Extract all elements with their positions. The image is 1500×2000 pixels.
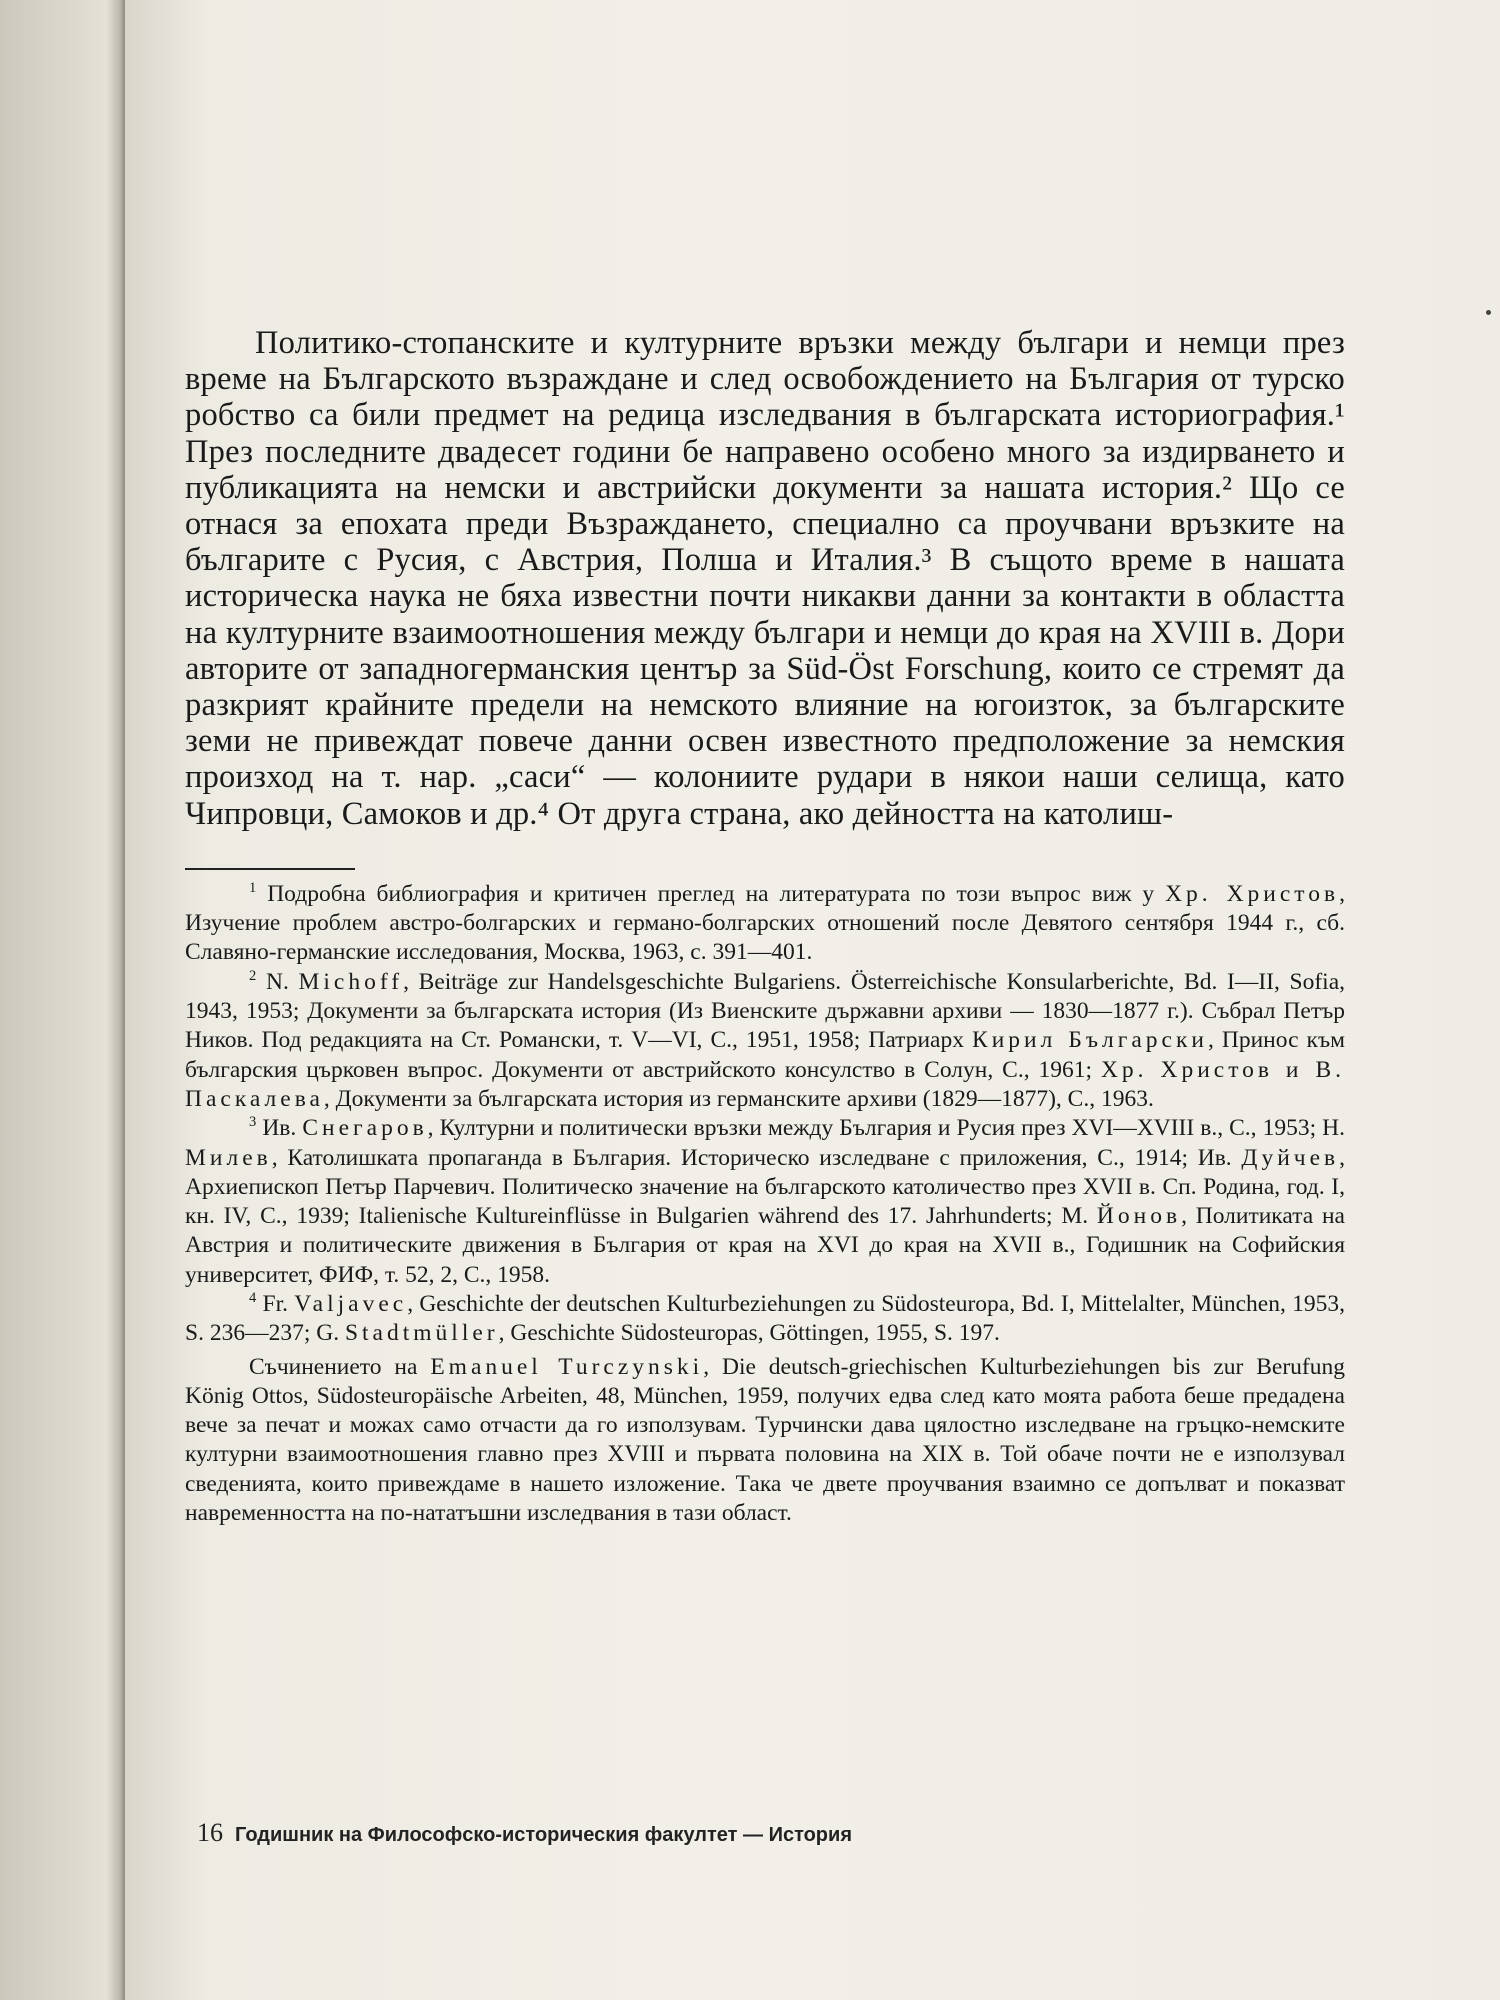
footnote-text: N. <box>265 968 299 995</box>
footnote-1 <box>185 880 1345 968</box>
footnote-mark: 3 <box>249 1114 257 1131</box>
footnote-author: Хр. Христов <box>1165 880 1340 907</box>
footnote-text: , Beiträge zur Handelsgeschichte Bulgariens. Österreichische Konsularberichte, Bd. I—II, Sofia, 1943, 1953; Документи за българската история (Из Виенските държавни архиви — 1830—1877 г.). Събрал Петър Ников. Под редакцията на Ст. Романски, т. V—VI, С., 1951, 1958; Патриарх <box>185 968 1346 1054</box>
footnote-text: Fr. <box>262 1291 295 1317</box>
footnote-text: , Културни и политически връзки между България и Русия през XVI—XVIII в., С., 1953; Н. <box>427 1115 1345 1142</box>
footnote-text: Съчинението на <box>249 1353 431 1380</box>
footnote-text: , Geschichte der deutschen Kulturbeziehungen zu Südosteuropa, Bd. I, Mittelalter, München, 1953, S. 236—237; G. <box>185 1291 1345 1347</box>
footnote-mark: 4 <box>249 1290 257 1307</box>
footnote-author: Дуйчев <box>1241 1144 1340 1171</box>
footnote-author: Хр. Христов и В. Паскалева <box>185 1056 1345 1112</box>
footnote-text: Ив. <box>262 1115 303 1142</box>
footnote-author: Michoff <box>298 968 404 995</box>
footnote-mark: 2 <box>249 967 257 984</box>
footnote-text: , Документи за българската история из германските архиви (1829—1877), С., 1963. <box>323 1085 1154 1112</box>
footnote-2 <box>185 968 1345 1114</box>
main-paragraph: Политико-стопанските и културните връзки между българи и немци през време на Българското възраждане и след освобождението на България от турско робство са били предмет на редица изследвания в българската историография.¹ През последните двадесет години бе направено особено много за издирването и публикацията на немски и австрийски документи за нашата история.² Що се отнася за епохата преди Възраждането, специално са проучвани връзките на българите с Русия, с Австрия, Полша и Италия.³ В същото време в нашата историческа наука не бяха известни почти никакви данни за контакти в областта на културните взаимоотношения между българи и немци до края на XVIII в. Дори авторите от западногерманския център за Süd-Öst Forschung, които се стремят да разкрият крайните предели на немското влияние на югоизток, за българските земи не привеждат повече данни освен известното предположение за немския произход на т. нар. „саси“ — колониите рудари в някои наши селища, като Чипровци, Самоков и др.⁴ От друга страна, ако дейността на католиш- <box>185 325 1345 832</box>
footnote-rule <box>185 868 355 870</box>
footnote-author: Снегаров <box>302 1115 428 1142</box>
footnote-text: , Архиепископ Петър Парчевич. Политическо значение на българското католичество през XVII в. Сп. Родина, год. I, кн. IV, С., 1939; Italienische Kultureinflüsse in Bulgarien während des 17. Jahrhunderts; М. <box>185 1144 1345 1230</box>
footnote-4 <box>185 1290 1345 1349</box>
book-spine <box>0 0 125 2000</box>
footnote-text: , Католишката пропаганда в България. Историческо изследване с приложения, С., 1914; Ив. <box>271 1144 1242 1171</box>
running-title: Годишник на Философско-историческия факултет — История <box>235 1824 852 1846</box>
page-number: 16 <box>197 1818 223 1847</box>
footnote-text: Подробна библиография и критичен преглед на литературата по този въпрос виж у <box>267 880 1166 907</box>
footnote-note <box>185 1353 1345 1529</box>
footnote-3 <box>185 1114 1345 1290</box>
ink-speck <box>1486 310 1491 315</box>
footnote-author: Emanuel Turczynski <box>430 1353 704 1380</box>
footnote-author: Кирил Български <box>972 1027 1208 1054</box>
page-content <box>185 325 1345 1528</box>
footnote-text: , Принос към българския църковен въпрос. Документи от австрийското консулство в Солун, С., 1961; <box>185 1027 1345 1083</box>
footnote-text: , Политиката на Австрия и политическите движения в България от края на XVI до края на XVII в., Годишник на Софийския университет, ФИФ, т. 52, 2, С., 1958. <box>185 1203 1345 1288</box>
footnote-text: , Изучение проблем австро-болгарских и германо-болгарских отношений после Девятого сентября 1944 г., сб. Славяно-германские исследования, Москва, 1963, с. 391—401. <box>185 880 1345 966</box>
footnote-author: Йонов <box>1096 1203 1182 1230</box>
footnote-text: , Die deutsch-griechischen Kulturbeziehungen bis zur Berufung König Ottos, Südosteuropäische Arbeiten, 48, München, 1959, получих едва след като моята работа беше предадена вече за печат и можах само отчасти да го използувам. Турчински дава цялостно изследване на гръцко-немските културни взаимоотношения главно през XVIII и първата половина на XIX в. Той обаче почти не е използувал сведенията, които привеждаме в нашето изложение. Така че двете проучвания взаимно се допълват и показват навременността на по-нататъшни изследвания в тази област. <box>185 1353 1345 1527</box>
footnote-author: Stadtmüller <box>344 1320 499 1347</box>
footnote-author: Valjavec <box>294 1291 408 1317</box>
footnote-mark: 1 <box>249 880 257 897</box>
footnote-author: Милев <box>185 1144 272 1171</box>
footnote-text: , Geschichte Südosteuropas, Göttingen, 1955, S. 197. <box>498 1320 1000 1347</box>
page-footer <box>197 1818 852 1848</box>
